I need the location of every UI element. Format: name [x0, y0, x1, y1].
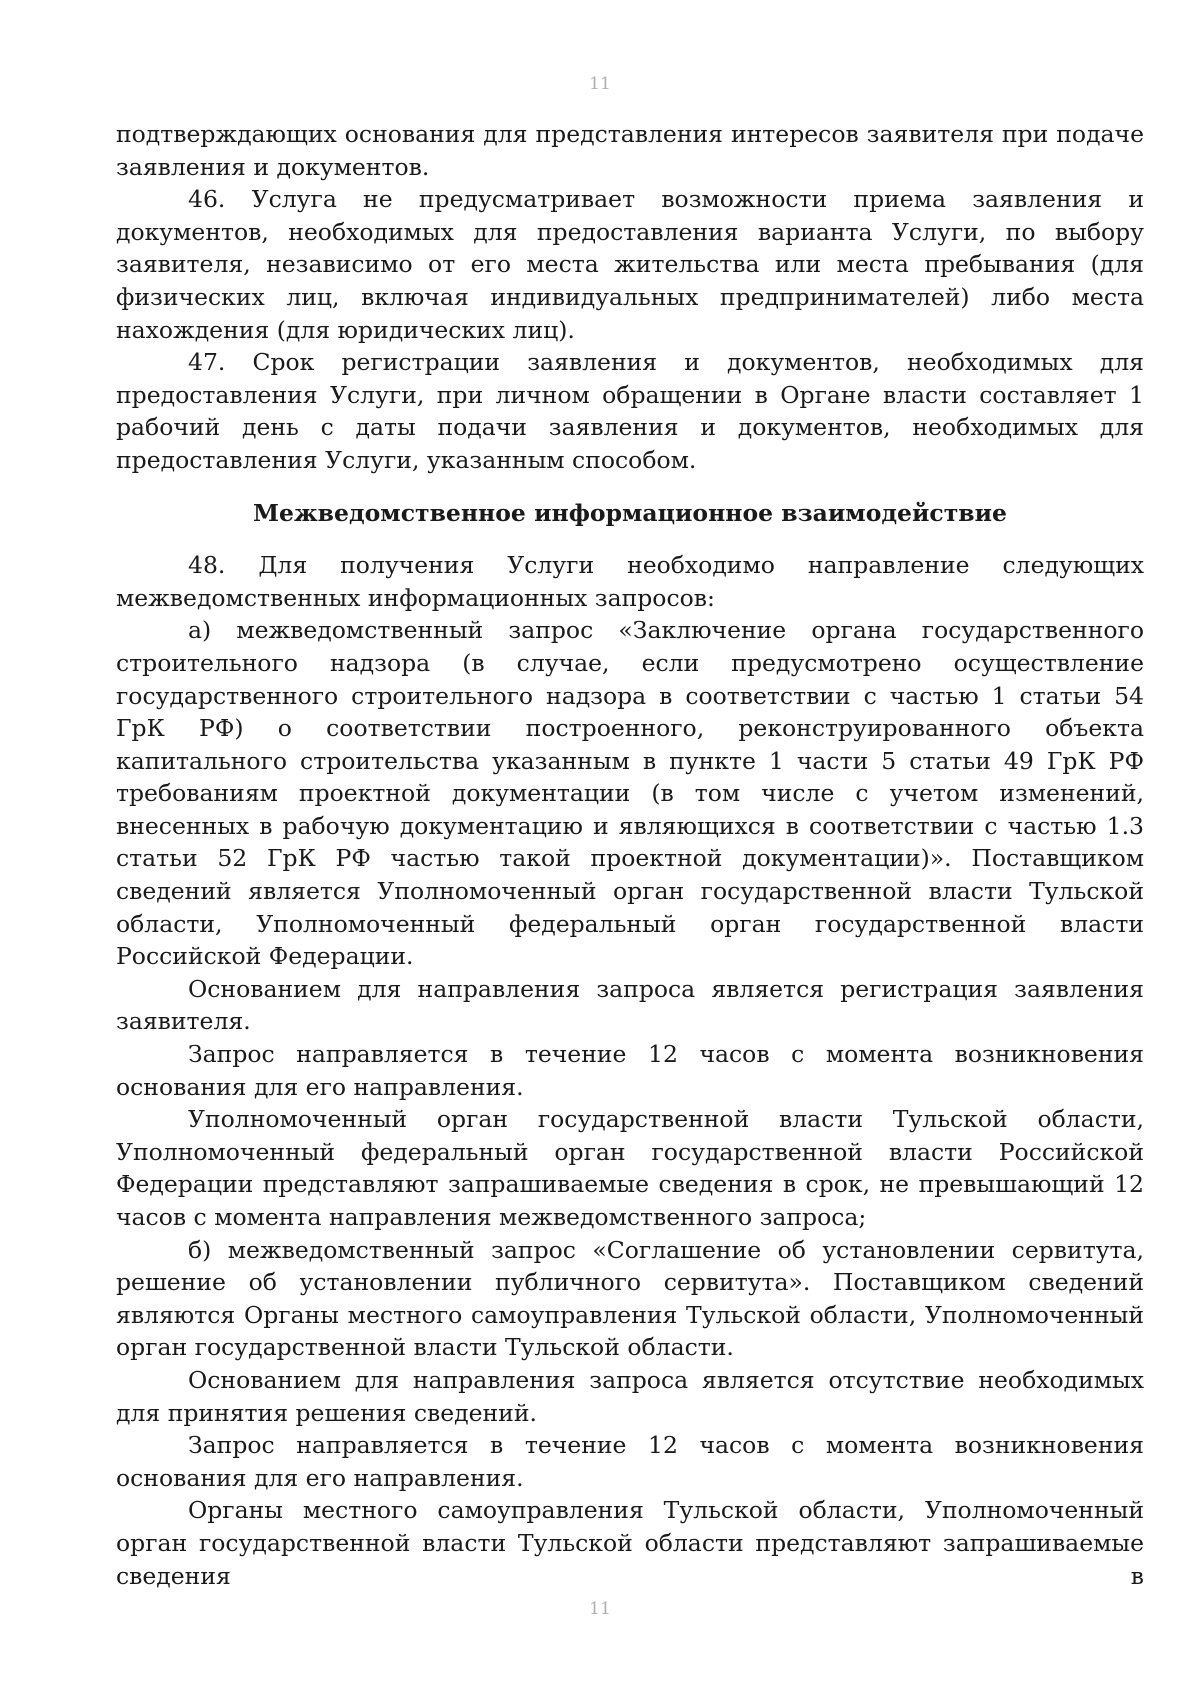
paragraph-continuation: подтверждающих основания для представления интересов заявителя при подаче заявления и документов. [116, 120, 1144, 181]
paragraph-48b: б) межведомственный запрос «Соглашение об установлении сервитута, решение об установлении публичного сервитута». Поставщиком сведений являются Органы местного самоуправления Тульской области, Уполномоченный орган государственной власти Тульской области. [116, 1235, 1144, 1362]
paragraph-48a: а) межведомственный запрос «Заключение органа государственного строительного надзора (в случае, если предусмотрено осуществление государственного строительного надзора в соответствии с частью 1 статьи 54 ГрК РФ) о соответствии построенного, реконструированного объекта капитального строительства указанным в пункте 1 части 5 статьи 49 ГрК РФ требованиям проектной документации (в том числе с учетом изменений, внесенных в рабочую документацию и являющихся в соответствии с частью 1.3 статьи 52 ГрК РФ частью такой проектной документации)». Поставщиком сведений является Уполномоченный орган государственной власти Тульской области, Уполномоченный федеральный орган государственной власти Российской Федерации. [116, 616, 1144, 971]
paragraph-48: 48. Для получения Услуги необходимо направление следующих межведомственных информационных запросов: [116, 551, 1144, 612]
paragraph-48a-response: Уполномоченный орган государственной власти Тульской области, Уполномоченный федеральный орган государственной власти Российской Федерации представляют запрашиваемые сведения в срок, не превышающий 12 часов с момента направления межведомственного запроса; [116, 1105, 1144, 1231]
paragraph-48a-timing: Запрос направляется в течение 12 часов с момента возникновения основания для его направления. [116, 1040, 1144, 1101]
paragraph-46: 46. Услуга не предусматривает возможности приема заявления и документов, необходимых для предоставления варианта Услуги, по выбору заявителя, независимо от его места жительства или места пребывания (для физических лиц, включая индивидуальных предпринимателей) либо места нахождения (для юридических лиц). [116, 185, 1144, 344]
paragraph-47: 47. Срок регистрации заявления и документов, необходимых для предоставления Услуги, при личном обращении в Органе власти составляет 1 рабочий день с даты подачи заявления и документов, необходимых для предоставления Услуги, указанным способом. [116, 348, 1144, 474]
page-number-bottom: 11 [589, 1599, 611, 1619]
paragraph-48b-timing: Запрос направляется в течение 12 часов с момента возникновения основания для его направления. [116, 1431, 1144, 1492]
page-number-top: 11 [589, 74, 611, 94]
paragraph-48a-basis: Основанием для направления запроса является регистрация заявления заявителя. [116, 974, 1144, 1036]
paragraph-48b-response: Органы местного самоуправления Тульской области, Уполномоченный орган государственной власти Тульской области представляют запрашиваемые сведения в [116, 1496, 1144, 1590]
paragraph-48b-basis: Основанием для направления запроса является отсутствие необходимых для принятия решения сведений. [116, 1365, 1144, 1427]
section-heading: Межведомственное информационное взаимодействие [252, 498, 1008, 527]
document-body [116, 118, 1144, 1592]
